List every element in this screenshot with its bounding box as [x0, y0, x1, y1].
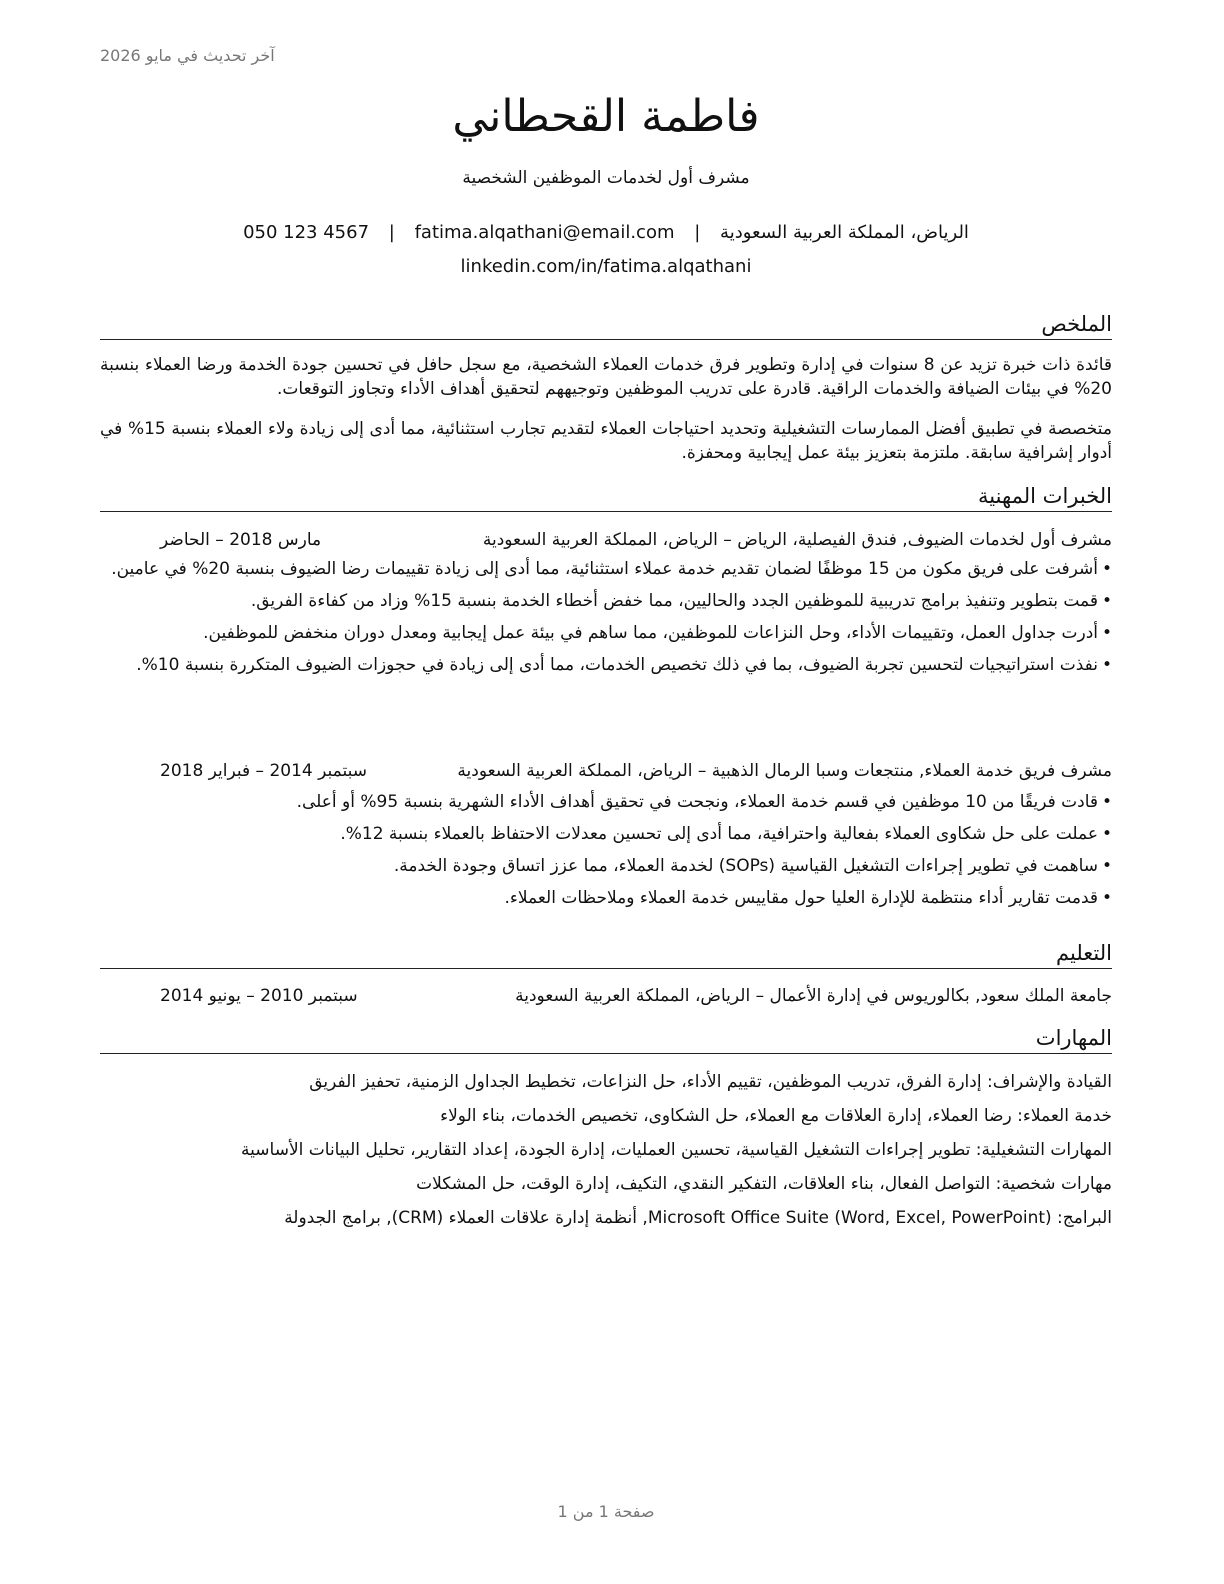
resume-page — [100, 0, 1112, 1584]
candidate-name: فاطمة القحطاني — [452, 91, 760, 142]
list-item: • قمت بتطوير وتنفيذ برامج تدريبية للموظفين الجدد والحاليين، مما خفض أخطاء الخدمة بنسبة 15% وزاد من كفاءة الفريق. — [100, 590, 1112, 613]
skill-line: خدمة العملاء: رضا العملاء، إدارة العلاقات مع العملاء، حل الشكاوى، تخصيص الخدمات، بناء الولاء — [440, 1106, 1112, 1126]
contact-phone: 050 123 4567 — [243, 222, 370, 243]
list-item: • ساهمت في تطوير إجراءات التشغيل القياسية (SOPs) لخدمة العملاء، مما عزز اتساق وجودة الخدمة. — [100, 855, 1112, 878]
list-item: • نفذت استراتيجيات لتحسين تجربة الضيوف، بما في ذلك تخصيص الخدمات، مما أدى إلى زيادة في حجوزات الضيوف المتكررة بنسبة 10%. — [100, 654, 1112, 677]
job-1-bullets — [100, 558, 1112, 686]
list-item: • عملت على حل شكاوى العملاء بفعالية واحترافية، مما أدى إلى تحسين معدلات الاحتفاظ بالعملاء بنسبة 12%. — [100, 823, 1112, 846]
skill-line: القيادة والإشراف: إدارة الفرق، تدريب الموظفين، تقييم الأداء، حل النزاعات، تخطيط الجداول الزمنية، تحفيز الفريق — [309, 1072, 1112, 1092]
list-item: • قدمت تقارير أداء منتظمة للإدارة العليا حول مقاييس خدمة العملاء وملاحظات العملاء. — [100, 887, 1112, 910]
skills-heading: المهارات — [100, 1026, 1112, 1054]
list-item: • قادت فريقًا من 10 موظفين في قسم خدمة العملاء، ونجحت في تحقيق أهداف الأداء الشهرية بنسبة 95% أو أعلى. — [100, 791, 1112, 814]
contact-separator: | — [388, 222, 395, 243]
experience-heading: الخبرات المهنية — [100, 484, 1112, 512]
candidate-title: مشرف أول لخدمات الموظفين الشخصية — [462, 168, 750, 188]
contact-separator: | — [694, 222, 701, 243]
page-number: صفحة 1 من 1 — [557, 1502, 655, 1521]
contact-linkedin[interactable]: linkedin.com/in/fatima.alqathani — [460, 256, 752, 277]
list-item: • أشرفت على فريق مكون من 15 موظفًا لضمان تقديم خدمة عملاء استثنائية، مما أدى إلى زيادة تقييمات رضا الضيوف بنسبة 20% في عامين. — [100, 558, 1112, 581]
last-updated: آخر تحديث في مايو 2026 — [100, 46, 275, 65]
summary-paragraph-2: متخصصة في تطبيق أفضل الممارسات التشغيلية وتحديد احتياجات العملاء لتقديم تجارب استثنائية، مما أدى إلى زيادة ولاء العملاء بنسبة 15% في أدوار إشرافية سابقة. ملتزمة بتعزيز بيئة عمل إيجابية ومحفزة. — [100, 419, 1112, 463]
summary-heading: الملخص — [100, 312, 1112, 340]
education-dates: سبتمبر 2010 – يونيو 2014 — [160, 986, 358, 1006]
contact-location: الرياض، المملكة العربية السعودية — [720, 222, 969, 243]
job-2-bullets — [100, 791, 1112, 919]
contact-email[interactable]: fatima.alqathani@email.com — [414, 222, 675, 243]
education-entry: جامعة الملك سعود, بكالوريوس في إدارة الأعمال – الرياض، المملكة العربية السعودية — [515, 986, 1112, 1006]
contact-line — [100, 222, 1112, 243]
education-heading: التعليم — [100, 941, 1112, 969]
skill-line: مهارات شخصية: التواصل الفعال، بناء العلاقات، التفكير النقدي، التكيف، إدارة الوقت، حل المشكلات — [416, 1174, 1112, 1194]
skill-line: المهارات التشغيلية: تطوير إجراءات التشغيل القياسية، تحسين العمليات، إدارة الجودة، إعداد التقارير، تحليل البيانات الأساسية — [241, 1140, 1112, 1160]
list-item: • أدرت جداول العمل، وتقييمات الأداء، وحل النزاعات للموظفين، مما ساهم في بيئة عمل إيجابية ومعدل دوران منخفض للموظفين. — [100, 622, 1112, 645]
summary-paragraph-1: قائدة ذات خبرة تزيد عن 8 سنوات في إدارة وتطوير فرق خدمات العملاء الشخصية، مع سجل حافل في تحسين جودة الخدمة ورضا العملاء بنسبة 20% في بيئات الضيافة والخدمات الراقية. قادرة على تدريب الموظفين وتوجيههم لتحقيق أهداف الأداء وتجاوز التوقعات. — [100, 355, 1112, 399]
skill-line: البرامج: Microsoft Office Suite (Word, Excel, PowerPoint), أنظمة إدارة علاقات العملاء (CRM), برامج الجدولة — [284, 1208, 1112, 1228]
job-1-header: مشرف أول لخدمات الضيوف, فندق الفيصلية، الرياض – الرياض، المملكة العربية السعودية — [482, 530, 1112, 550]
job-2-dates: سبتمبر 2014 – فبراير 2018 — [160, 761, 367, 781]
job-1-dates: مارس 2018 – الحاضر — [160, 530, 322, 550]
job-2-header: مشرف فريق خدمة العملاء, منتجعات وسبا الرمال الذهبية – الرياض، المملكة العربية السعودية — [457, 761, 1112, 781]
